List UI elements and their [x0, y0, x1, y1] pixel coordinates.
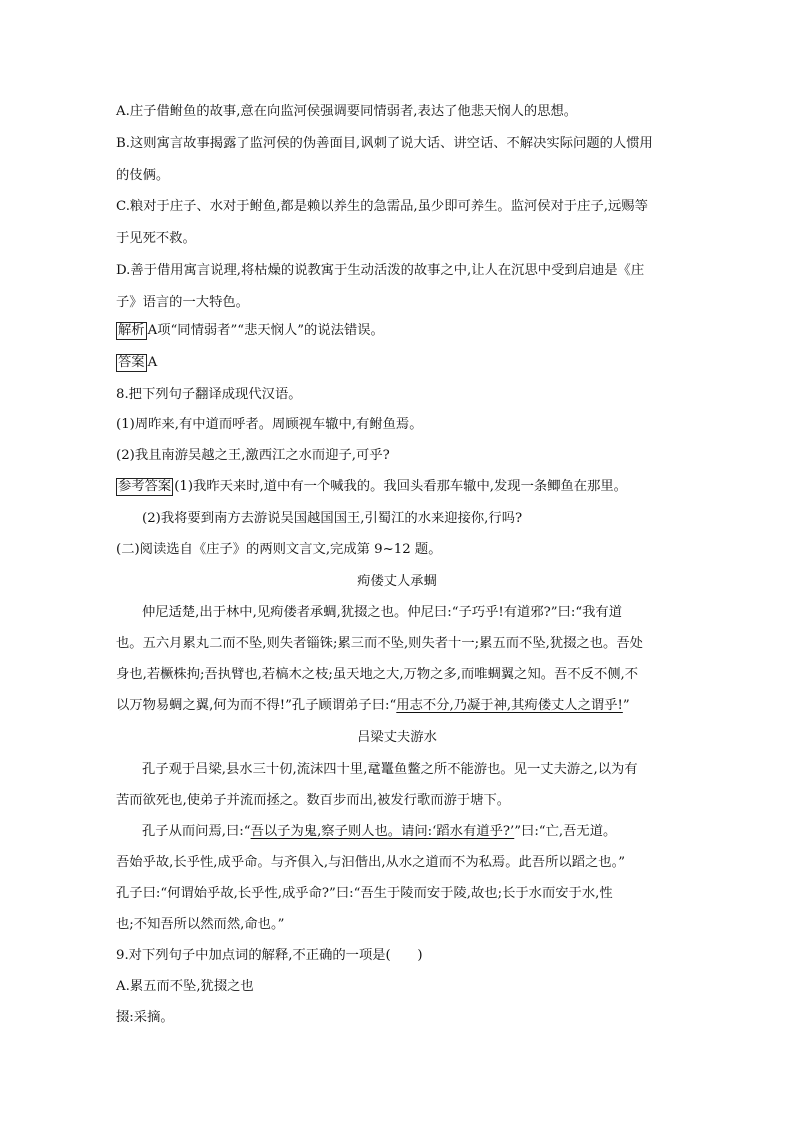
passage-1-title: 痀偻丈人承蜩: [357, 574, 437, 589]
passage-2-para2-line-1: [142, 822, 616, 842]
option-d-line2: 子》语言的一大特色。: [116, 295, 249, 310]
answer-line: [116, 353, 157, 373]
answer-label: 答案: [118, 355, 145, 370]
analysis-line: [116, 321, 384, 341]
section-instruction: (二)阅读选自《庄子》的两则文言文,完成第 9~12 题。: [116, 542, 442, 557]
question-9: 9.对下列句子中加点词的解释,不正确的一项是( ): [116, 948, 423, 963]
option-d-line1: D.善于借用寓言说理,将枯燥的说教寓于生动活泼的故事之中,让人在沉思中受到启迪是《庄: [116, 263, 645, 278]
passage-1-line-1: 仲尼适楚,出于林中,见痀偻者承蜩,犹掇之也。仲尼曰:“子巧乎!有道邪?”曰:“我有道: [142, 605, 623, 620]
analysis-label: 解析: [118, 323, 145, 338]
passage-2-line-2: 苦而欲死也,使弟子并流而拯之。数百步而出,被发行歌而游于塘下。: [116, 793, 511, 808]
passage-1-line-2: 也。五六月累丸二而不坠,则失者锱铢;累三而不坠,则失者十一;累五而不坠,犹掇之也。吾处: [116, 636, 643, 651]
question-8-sentence-1: (1)周昨来,有中道而呼者。周顾视车辙中,有鲋鱼焉。: [116, 417, 423, 432]
passage-1-line-3: 身也,若橛株拘;吾执臂也,若槁木之枝;虽天地之大,万物之多,而唯蜩翼之知。吾不反不侧,不: [116, 667, 639, 682]
question-8-sentence-2: (2)我且南游吴越之王,激西江之水而迎子,可乎?: [116, 448, 390, 463]
analysis-text: A项“同情弱者”“悲天悯人”的说法错误。: [147, 323, 384, 338]
passage-1-line-4-text: 以万物易蜩之翼,何为而不得!”孔子顾谓弟子曰:“: [116, 698, 397, 713]
passage-2-line-1: 孔子观于吕梁,县水三十仞,流沫四十里,鼋鼍鱼鳖之所不能游也。见一丈夫游之,以为有: [142, 762, 638, 777]
option-b-line2: 的伎俩。: [116, 168, 170, 183]
reference-answer-label: 参考答案: [118, 479, 172, 494]
underlined-sentence-1: 用志不分,乃凝于神,其痀偻丈人之谓乎!: [396, 698, 623, 713]
question-9-option-a-explanation: 掇:采摘。: [116, 1010, 174, 1025]
option-a: A.庄子借鲋鱼的故事,意在向监河侯强调要同情弱者,表达了他悲天悯人的思想。: [116, 104, 578, 119]
closing-quote: ”: [622, 698, 630, 713]
option-b-line1: B.这则寓言故事揭露了监河侯的伪善面目,讽刺了说大话、讲空话、不解决实际问题的人惯用: [116, 136, 653, 151]
reference-answer-text-2: (2)我将要到南方去游说吴国越国国王,引蜀江的水来迎接你,行吗?: [142, 511, 523, 526]
passage-2-para2-line-3: 孔子曰:“何谓始乎故,长乎性,成乎命?”曰:“吾生于陵而安于陵,故也;长于水而安于水,性: [116, 886, 613, 901]
option-c-line1: C.粮对于庄子、水对于鲋鱼,都是赖以养生的急需品,虽少即可养生。监河侯对于庄子,远赐等: [116, 199, 648, 214]
passage-1-line-4: [116, 696, 630, 716]
reference-answer-line: [116, 477, 627, 497]
passage-2-para2-text-b: ”曰:“亡,吾无道。: [514, 824, 617, 839]
passage-2-para2-line-2: 吾始乎故,长乎性,成乎命。与齐俱入,与汩偕出,从水之道而不为私焉。此吾所以蹈之也。”: [116, 855, 626, 870]
question-8: 8.把下列句子翻译成现代汉语。: [116, 387, 302, 402]
reference-answer-text-1: (1)我昨天来时,道中有一个喊我的。我回头看那车辙中,发现一条鲫鱼在那里。: [174, 479, 627, 494]
underlined-sentence-2: 吾以子为鬼,察子则人也。请问:‘蹈水有道乎?’: [250, 824, 515, 839]
passage-2-title: 吕梁丈夫游水: [357, 730, 437, 745]
answer-text: A: [147, 355, 158, 370]
passage-2-para2-line-4: 也;不知吾所以然而然,命也。”: [116, 917, 285, 932]
passage-2-para2-text-a: 孔子从而问焉,曰:“: [142, 824, 251, 839]
question-9-option-a: A.累五而不坠,犹掇之也: [116, 979, 254, 994]
option-c-line2: 于见死不救。: [116, 231, 196, 246]
